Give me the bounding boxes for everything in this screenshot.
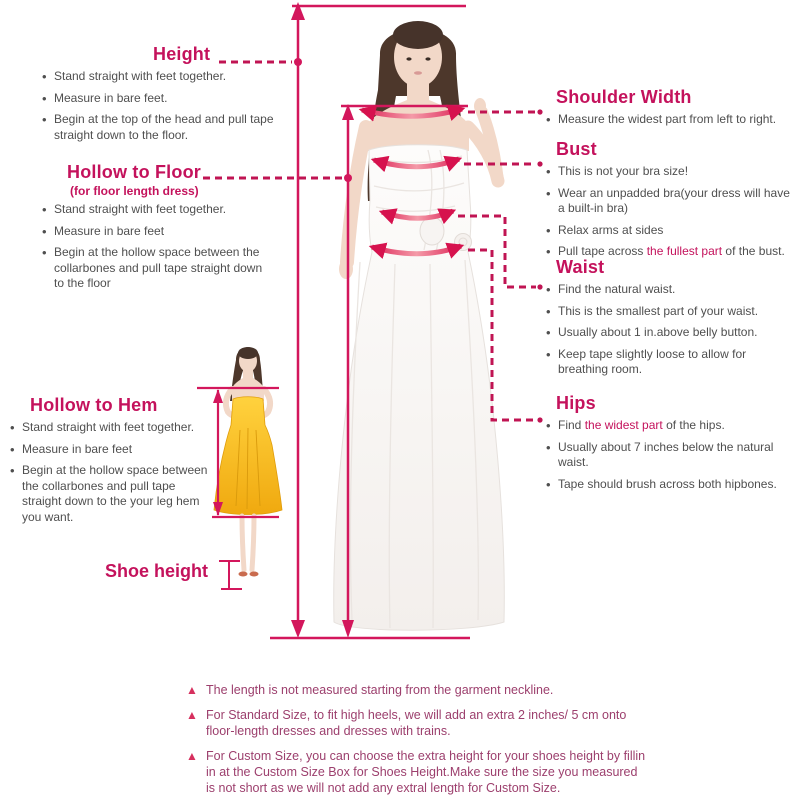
hollow-to-hem-bullets — [8, 420, 208, 525]
warning-triangle-icon: ▲ — [186, 708, 198, 722]
hips-bullet-1-suffix: of the hips. — [662, 418, 725, 432]
waist-section — [544, 257, 796, 384]
small-model-illustration — [214, 347, 282, 577]
dashed-end-dots — [537, 109, 542, 422]
hips-title: Hips — [556, 393, 596, 413]
main-model-sash-knot — [420, 217, 444, 245]
waist-bullet-1: • Find the natural waist. — [544, 282, 796, 298]
waist-title: Waist — [556, 257, 605, 277]
shoulder-width-title: Shoulder Width — [556, 87, 692, 107]
hollow-to-floor-bullet-2: • Measure in bare feet — [40, 224, 268, 240]
height-bullet-2: • Measure in bare feet. — [40, 91, 275, 107]
footnotes — [186, 682, 646, 800]
hollow-to-hem-title: Hollow to Hem — [30, 395, 158, 415]
shoulder-dash-dot — [537, 109, 542, 114]
hollow-to-floor-title: Hollow to Floor — [67, 162, 201, 182]
shoulder-width-section — [544, 87, 796, 134]
height-title: Height — [153, 44, 211, 64]
waist-bullet-2: • This is the smallest part of your waist. — [544, 304, 796, 320]
note-row-3 — [186, 748, 646, 796]
hollow-connector-dot — [344, 174, 352, 182]
hips-bullet-1 — [544, 418, 796, 434]
hollow-to-floor-bullet-3: • Begin at the hollow space between the collarbones and pull tape straight down to the floor — [40, 245, 268, 292]
hollow-to-floor-bullet-1: • Stand straight with feet together. — [40, 202, 268, 218]
hollow-arrow-down — [342, 620, 354, 638]
small-model-right-sandal — [250, 572, 259, 577]
bust-bullet-4-suffix: of the bust. — [722, 244, 785, 258]
waist-bullet-4: • Keep tape slightly loose to allow for breathing room. — [544, 347, 796, 378]
height-bullet-3: • Begin at the top of the head and pull tape straight down to the floor. — [40, 112, 275, 143]
main-model-eye-right — [425, 57, 430, 60]
waist-bullets — [544, 282, 796, 378]
small-model-right-leg — [252, 516, 254, 570]
hips-bullet-3: • Tape should brush across both hipbones. — [544, 477, 796, 493]
note-row-2 — [186, 707, 646, 739]
bust-bullet-3: • Relax arms at sides — [544, 223, 796, 239]
height-bullet-1: • Stand straight with feet together. — [40, 69, 275, 85]
bust-bullet-2: • Wear an unpadded bra(your dress will have a built-in bra) — [544, 186, 796, 217]
hollow-to-floor-subtitle: (for floor length dress) — [70, 184, 199, 198]
hollow-to-hem-bullet-2: • Measure in bare feet — [8, 442, 208, 458]
hollow-to-hem-bullet-1: • Stand straight with feet together. — [8, 420, 208, 436]
shoulder-width-bullet-1: • Measure the widest part from left to right. — [544, 112, 796, 128]
warning-triangle-icon: ▲ — [186, 683, 198, 697]
bust-section — [544, 139, 796, 266]
bust-bullet-4-prefix: Pull tape across — [558, 244, 647, 258]
main-model-lips — [414, 71, 422, 74]
shoe-height-label: Shoe height — [105, 561, 208, 581]
hollow-to-floor-section — [40, 162, 268, 298]
main-model-illustration — [334, 21, 505, 630]
note-row-1 — [186, 682, 646, 698]
shoe-height-ibeam — [219, 561, 242, 589]
small-model-left-leg — [242, 516, 244, 570]
main-model-left-arm — [347, 127, 366, 262]
waist-bullet-3: • Usually about 1 in.above belly button. — [544, 325, 796, 341]
warning-triangle-icon: ▲ — [186, 749, 198, 763]
small-model-hair-top — [238, 347, 258, 359]
hollow-to-hem-bullet-3: • Begin at the hollow space between the collarbones and pull tape straight down to the your leg hem you want. — [8, 463, 208, 525]
hips-bullets — [544, 418, 796, 492]
hips-dash-dot — [537, 417, 542, 422]
height-section — [40, 44, 275, 149]
bust-bullets — [544, 164, 796, 260]
bust-dash-dot — [537, 161, 542, 166]
bust-bullet-4-highlight: the fullest part — [646, 244, 723, 258]
height-bullets — [40, 69, 275, 143]
main-model-left-hand — [339, 259, 353, 279]
hips-bullet-1-prefix: Find — [558, 418, 585, 432]
hips-bullet-2: • Usually about 7 inches below the natural waist. — [544, 440, 796, 471]
height-arrow-down — [291, 620, 305, 638]
height-connector-dot — [294, 58, 302, 66]
hollow-to-floor-bullets — [40, 202, 268, 292]
shoulder-width-bullets — [544, 112, 796, 128]
hem-arrow-up — [213, 389, 223, 403]
small-model-left-sandal — [239, 572, 248, 577]
bust-bullet-1: • This is not your bra size! — [544, 164, 796, 180]
height-arrow-up — [291, 2, 305, 20]
hips-section — [544, 393, 796, 498]
hips-bullet-1-highlight: the widest part — [584, 418, 663, 432]
note-1-text: The length is not measured starting from the garment neckline. — [206, 683, 554, 697]
main-model-hair-top — [393, 21, 443, 49]
hollow-to-hem-section — [8, 395, 208, 531]
waist-dash-dot — [537, 284, 542, 289]
note-3-text: For Custom Size, you can choose the extra height for your shoes height by fillin in at the Custom Size Box for Shoes Height.Make sure the size you measured is not short as we will not add any extral length for Custom Size. — [206, 749, 646, 795]
note-2-text: For Standard Size, to fit high heels, we will add an extra 2 inches/ 5 cm onto floor-length dresses and dresses with trains. — [206, 708, 627, 738]
bust-title: Bust — [556, 139, 597, 159]
main-model-eye-left — [406, 57, 411, 60]
